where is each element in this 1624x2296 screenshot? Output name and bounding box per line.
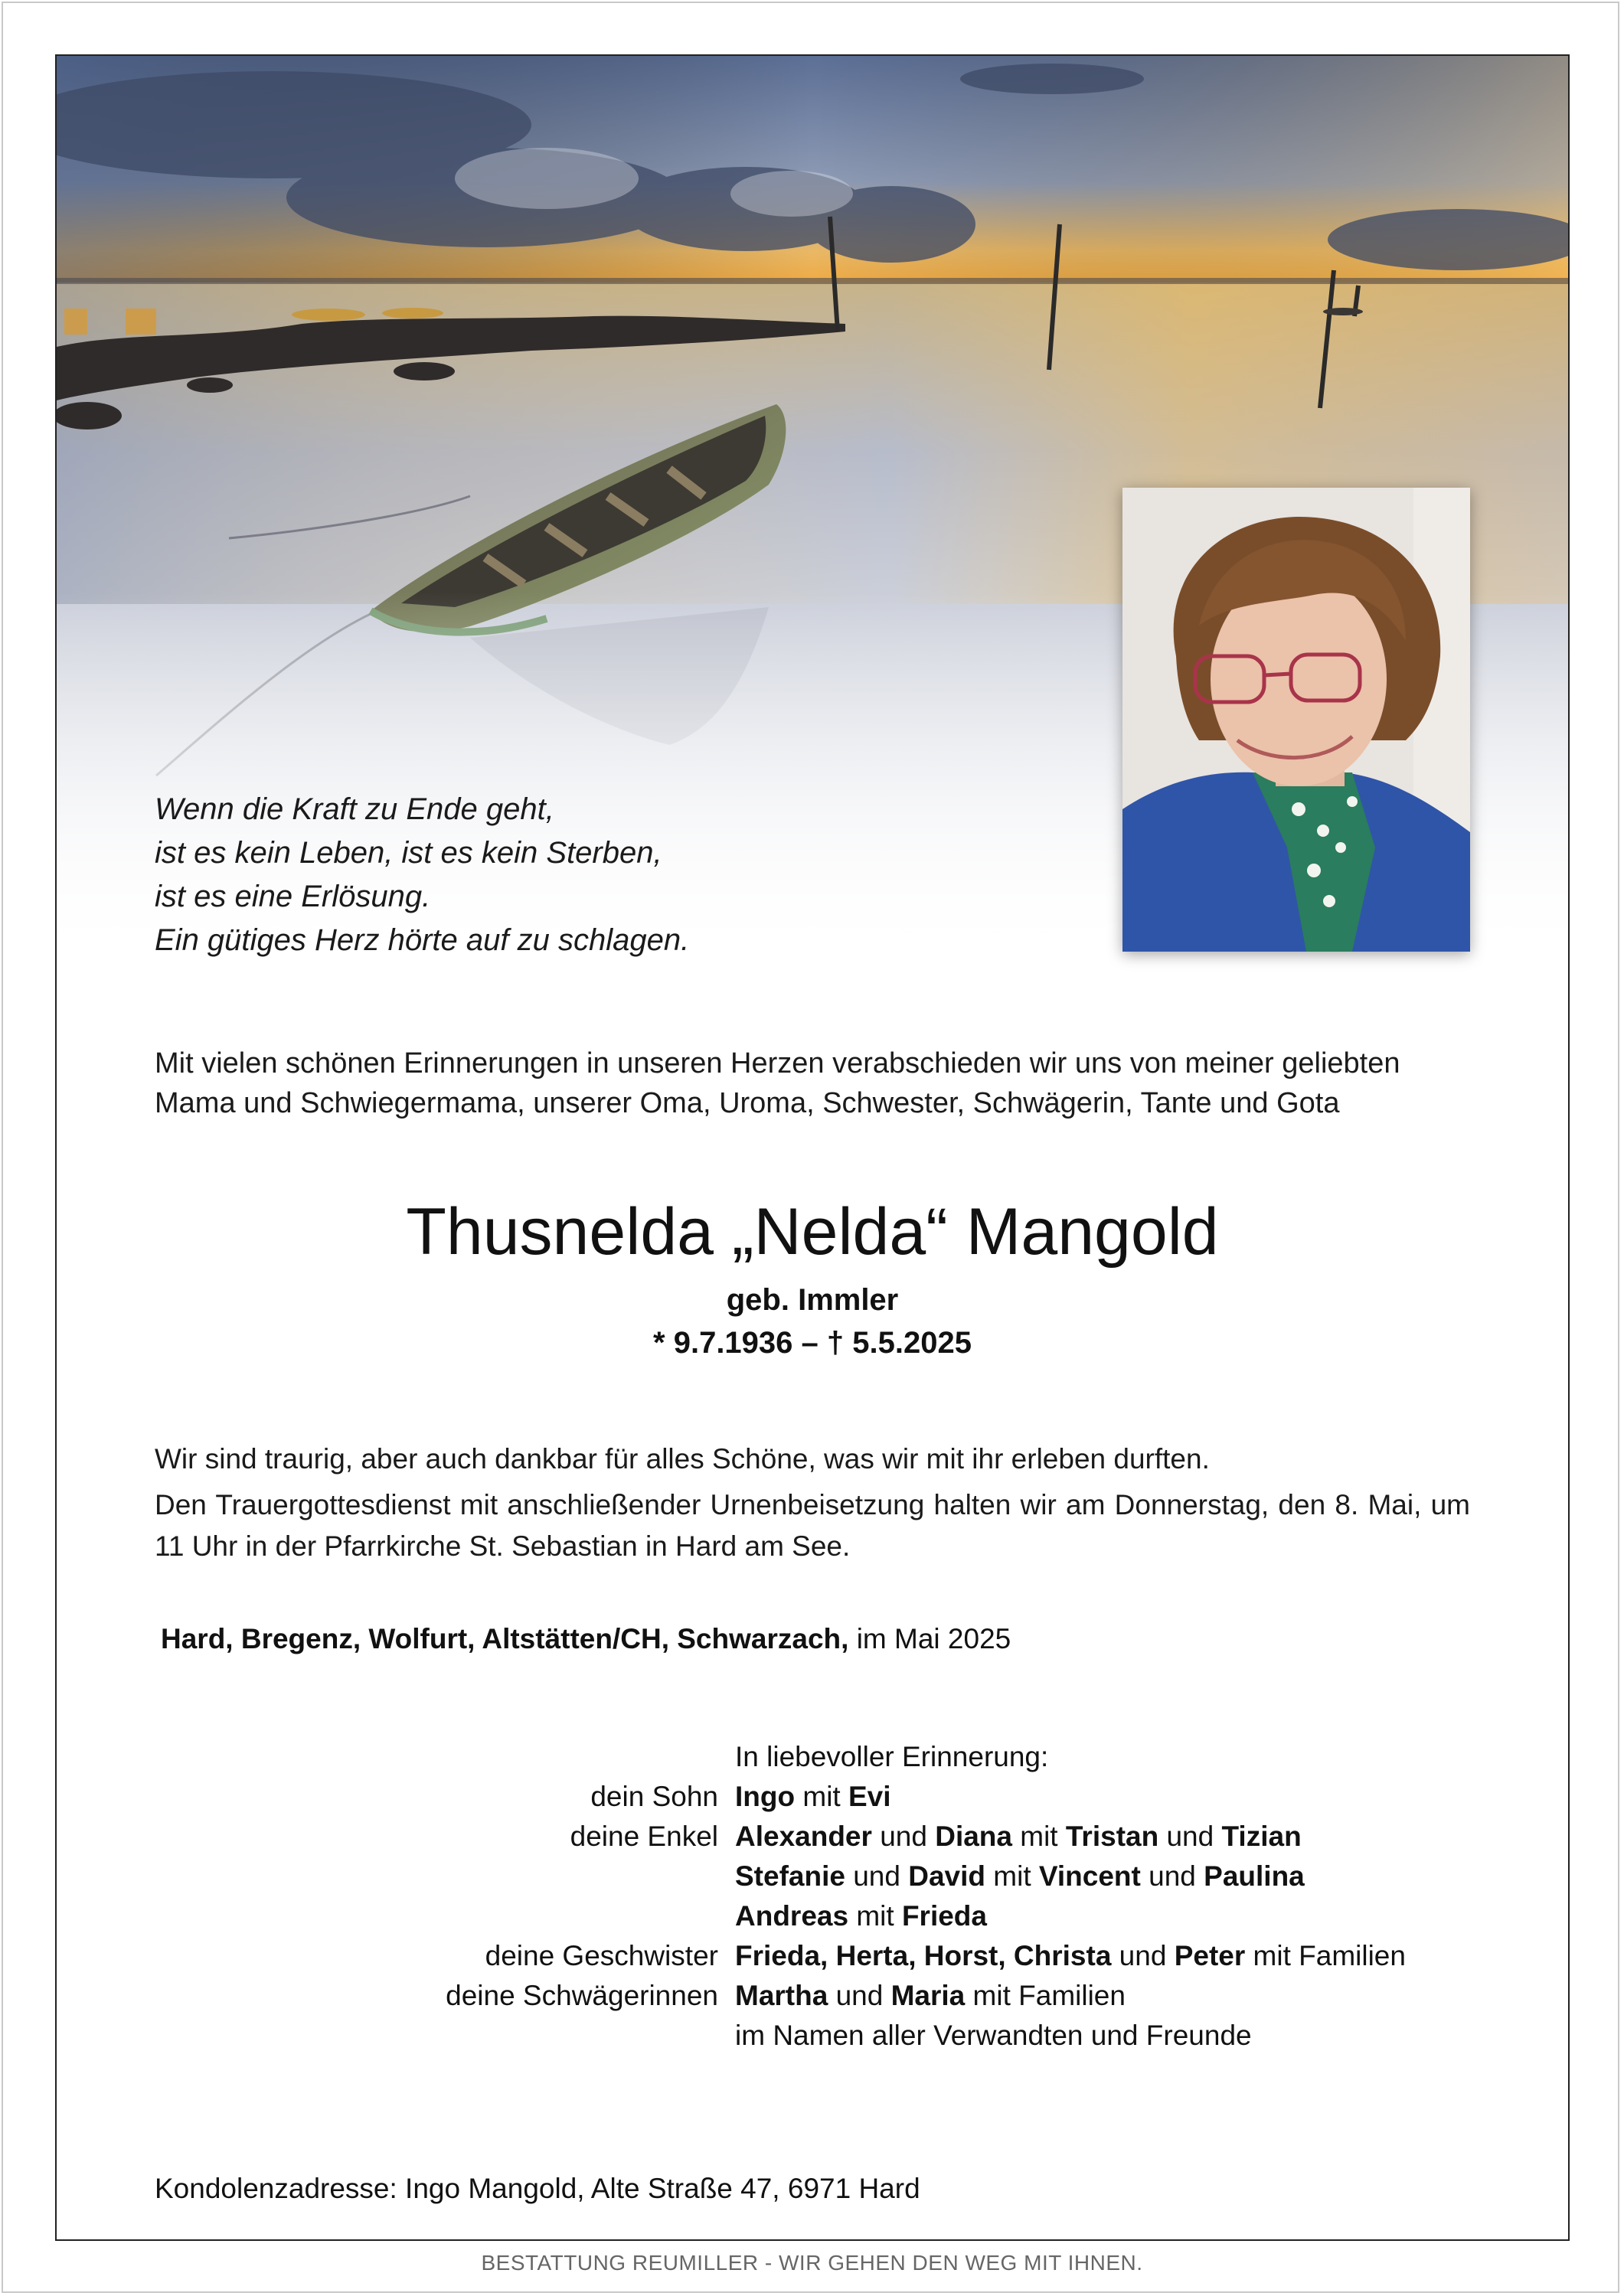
- mourners-heading-row: [155, 1737, 1470, 1777]
- mourner-row: [155, 1777, 1470, 1817]
- intro-line: Mama und Schwiegermama, unserer Oma, Uroma, Schwester, Schwägerin, Tante und Gota: [155, 1087, 1340, 1119]
- relation-label: dein Sohn: [590, 1781, 718, 1812]
- gratitude-paragraph: Wir sind traurig, aber auch dankbar für alles Schöne, was wir mit ihr erleben durften.: [155, 1443, 1210, 1475]
- service-paragraph: Den Trauergottesdienst mit anschließender Urnenbeisetzung halten wir am Donnerstag, den 8. Mai, um 11 Uhr in der Pfarrkirche St. Sebastian in Hard am See.: [155, 1489, 1470, 1562]
- relation-label: deine Geschwister: [485, 1940, 718, 1971]
- mourner-names: Frieda, Herta, Horst, Christa und Peter mit Familien: [735, 1940, 1406, 1971]
- deceased-name: Thusnelda „Nelda“ Mangold: [406, 1195, 1219, 1269]
- intro-line: Mit vielen schönen Erinnerungen in unseren Herzen verabschieden wir uns von meiner geliebten: [155, 1047, 1400, 1079]
- mourner-names: Andreas mit Frieda: [735, 1900, 987, 1932]
- mourner-row: [155, 2016, 1470, 2056]
- mourner-row: [155, 1817, 1470, 1857]
- poem-line: Ein gütiges Herz hörte auf zu schlagen.: [155, 923, 690, 957]
- announcement-date: im Mai 2025: [856, 1623, 1011, 1654]
- place-date-line: [161, 1620, 1476, 1658]
- announcement-text: [155, 1439, 1470, 1567]
- mourner-names: Ingo mit Evi: [735, 1781, 891, 1812]
- mourner-names: Stefanie und David mit Vincent und Paulina: [735, 1860, 1305, 1892]
- mourner-names: Martha und Maria mit Familien: [735, 1980, 1126, 2011]
- mourner-row: [155, 1936, 1470, 1976]
- mourner-names: im Namen aller Verwandten und Freunde: [735, 2020, 1252, 2051]
- condolence-address: Kondolenzadresse: Ingo Mangold, Alte Straße 47, 6971 Hard: [155, 2173, 920, 2204]
- places-list: Hard, Bregenz, Wolfurt, Altstätten/CH, Schwarzach,: [161, 1623, 849, 1654]
- poem: [155, 788, 844, 962]
- funeral-home-footer: BESTATTUNG REUMILLER - WIR GEHEN DEN WEG MIT IHNEN.: [481, 2251, 1143, 2275]
- mourners-heading: In liebevoller Erinnerung:: [735, 1741, 1049, 1772]
- mourner-row: [155, 1976, 1470, 2016]
- poem-line: Wenn die Kraft zu Ende geht,: [155, 792, 554, 826]
- relation-label: deine Enkel: [570, 1821, 718, 1852]
- portrait-photo: [1122, 488, 1470, 952]
- mourner-names: Alexander und Diana mit Tristan und Tizian: [735, 1821, 1302, 1852]
- relation-label: deine Schwägerinnen: [446, 1980, 718, 2011]
- mourner-row: [155, 1857, 1470, 1896]
- maiden-name: geb. Immler: [726, 1283, 899, 1317]
- intro-text: [155, 1043, 1470, 1123]
- poem-line: ist es kein Leben, ist es kein Sterben,: [155, 836, 662, 870]
- obituary-card: [55, 54, 1570, 2241]
- mourner-row: [155, 1896, 1470, 1936]
- poem-line: ist es eine Erlösung.: [155, 880, 431, 913]
- life-dates: * 9.7.1936 – † 5.5.2025: [653, 1326, 972, 1360]
- mourners-list: [155, 1737, 1470, 2056]
